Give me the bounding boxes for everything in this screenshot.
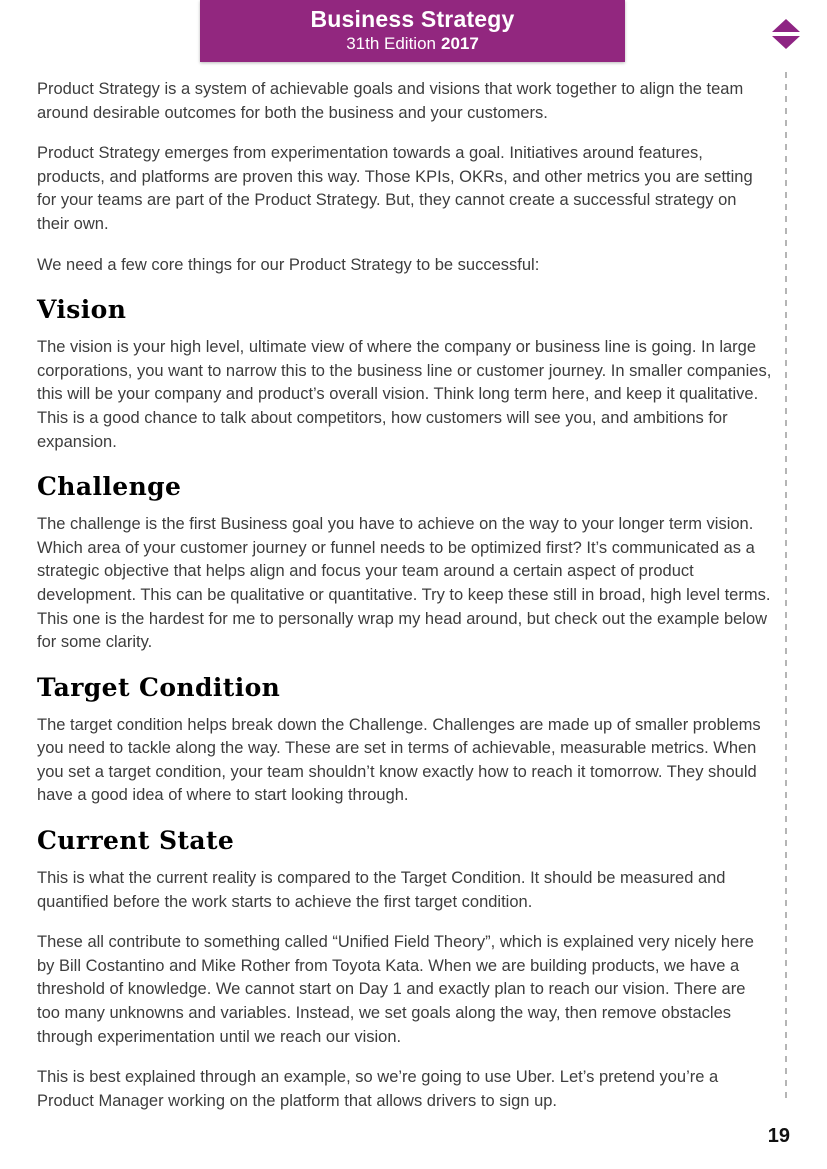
intro-paragraph: Product Strategy is a system of achievable goals and visions that work together to align the team around desirable outcomes for both the business and your customers. [37, 80, 744, 122]
edition-banner [200, 0, 625, 62]
page-edge-dashed-divider [785, 72, 787, 1100]
banner-subtitle [200, 34, 625, 54]
document-body [37, 66, 772, 1130]
section-heading-challenge: Challenge [37, 472, 182, 502]
section-paragraph: This is what the current reality is compared to the Target Condition. It should be measured and quantified before the work starts to achieve the first target condition. [37, 869, 726, 911]
banner-title: Business Strategy [310, 6, 515, 32]
closing-paragraph: These all contribute to something called “Unified Field Theory”, which is explained very nicely here by Bill Costantino and Mike Rother from Toyota Kata. When we are building products, we have a threshold of knowledge. We cannot start on Day 1 and exactly plan to reach our vision. There are too many unknowns and variables. Instead, we set goals along the way, then remove obstacles through experimentation until we reach our vision. [37, 933, 754, 1046]
scroll-arrows-icon[interactable] [772, 19, 800, 49]
closing-paragraph: This is best explained through an example, so we’re going to use Uber. Let’s pretend you’re a Product Manager working on the platform that allows drivers to sign up. [37, 1068, 719, 1110]
section-paragraph: The vision is your high level, ultimate view of where the company or business line is going. In large corporations, you want to narrow this to the business line or customer journey. In smaller companies, this will be your company and product’s overall vision. Think long term here, and keep it qualitative. This is a good chance to talk about competitors, how customers will see you, and ambitions for expansion. [37, 338, 772, 451]
arrow-up-icon[interactable] [772, 19, 800, 32]
section-paragraph: The challenge is the first Business goal you have to achieve on the way to your longer term vision. Which area of your customer journey or funnel needs to be optimized first? It’s communicated as a strategic objective that helps align and focus your team around a certain aspect of product development. This can be qualitative or quantitative. Try to keep these still in broad, high level terms. This one is the hardest for me to personally wrap my head around, but check out the example below for some clarity. [37, 515, 771, 652]
banner-subtitle-edition: 31th Edition [346, 34, 436, 53]
section-heading-vision: Vision [37, 295, 127, 325]
arrow-down-icon[interactable] [772, 36, 800, 49]
page-number: 19 [767, 1125, 790, 1147]
section-heading-current-state: Current State [37, 826, 235, 856]
section-heading-target-condition: Target Condition [37, 672, 281, 702]
intro-paragraph: Product Strategy emerges from experimentation towards a goal. Initiatives around features, products, and platforms are proven this way. Those KPIs, OKRs, and other metrics you are setting for your teams are part of the Product Strategy. But, they cannot create a successful strategy on their own. [37, 144, 753, 233]
intro-paragraph: We need a few core things for our Product Strategy to be successful: [37, 255, 540, 274]
banner-subtitle-year: 2017 [440, 34, 479, 53]
section-paragraph: The target condition helps break down the Challenge. Challenges are made up of smaller problems you need to tackle along the way. These are set in terms of achievable, measurable metrics. When you set a target condition, your team shouldn’t know exactly how to reach it tomorrow. They should have a good idea of where to start looking through. [37, 715, 761, 805]
